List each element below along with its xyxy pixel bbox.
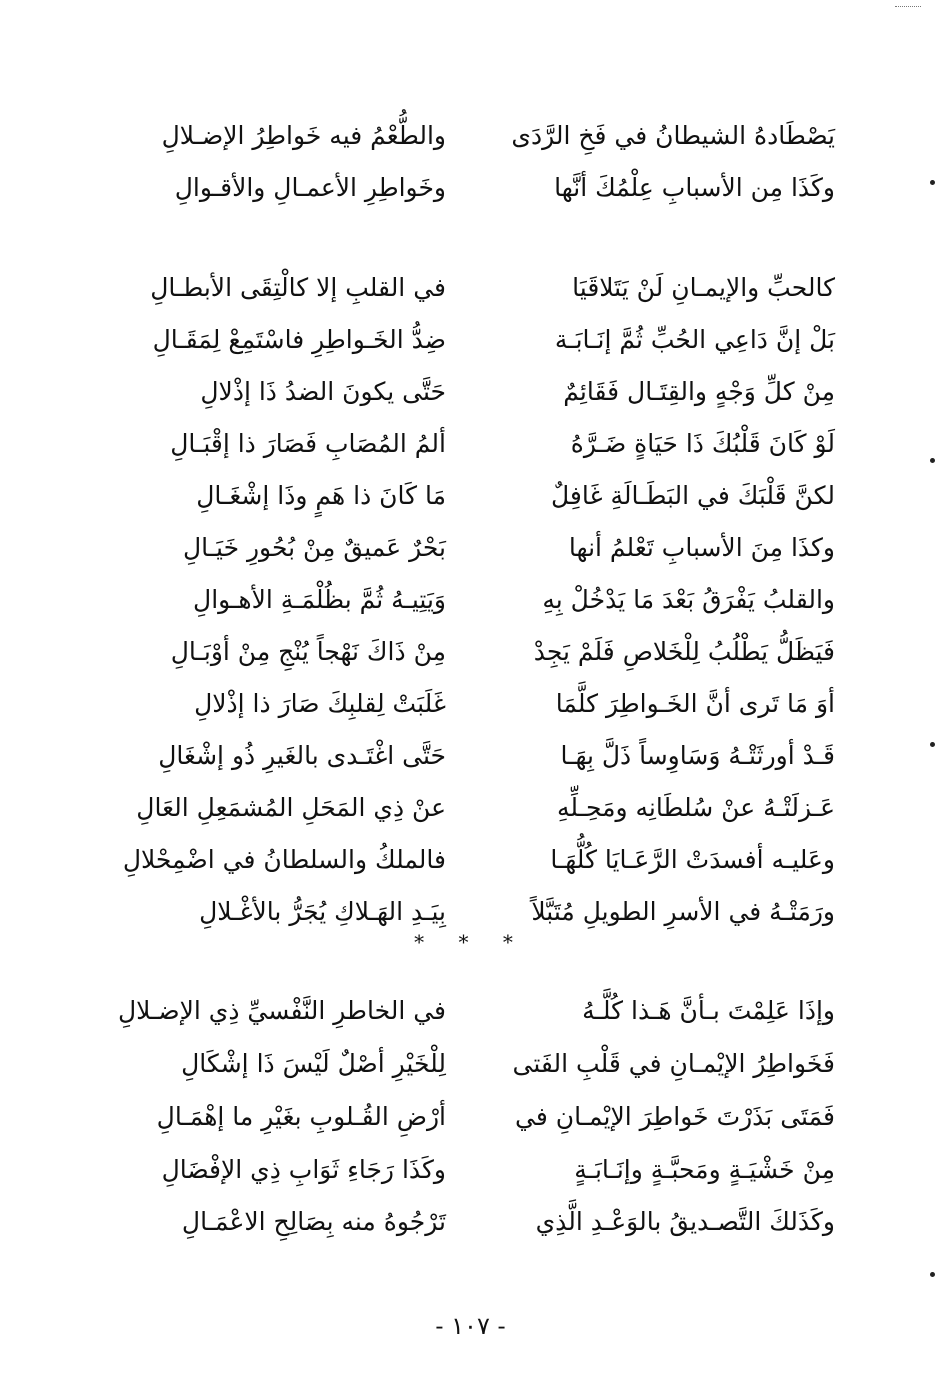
first-hemistich: كالحبِّ والإيمـانِ لَنْ يَتَلاقَيَا [572,273,835,302]
verse-line [0,834,941,886]
verse-line [0,366,941,418]
verse-line [0,162,941,214]
margin-dot [930,1272,935,1277]
second-hemistich: فالملكُ والسلطانُ في اضْمِحْلالِ [122,845,446,874]
verse-line [0,418,941,470]
second-hemistich: حَتَّى اغْتَـدى بالغَيرِ ذُو إشْغَالِ [158,741,446,770]
verse-line [0,1196,941,1248]
second-hemistich: عنْ ذِي المَحَلِ المُشمَعِلِ العَالِ [136,793,446,822]
first-hemistich: مِنْ كلِّ وَجْهٍ والقِتَـال فَقَائِمٌ [563,377,835,406]
first-hemistich: وكذَا مِنَ الأسبابِ تَعْلمُ أنها [568,533,835,562]
second-hemistich: مَا كَانَ ذا هَمٍ وذَا إشْغَـالِ [196,481,446,510]
verse-line [0,626,941,678]
second-hemistich: لِلْخَيْرِ أصْلٌ لَيْسَ ذَا إشْكَالِ [181,1049,446,1078]
first-hemistich: أوَ مَا تَرى أنَّ الخَـواطِرَ كلَّمَا [555,689,835,718]
second-hemistich: مِنْ ذَاكَ نَهْجاً يُنْجِ مِنْ أوْبَـالِ [170,637,446,666]
second-hemistich: وَيَتِيـهُ ثُمَّ بظُلْمَـةِ الأهـوالِ [193,585,446,614]
verse-line [0,574,941,626]
verse-line [0,1038,941,1090]
second-hemistich: والطُّعْمُ فيه خَواطِرُ الإضـلالِ [161,121,446,150]
second-hemistich: حَتَّى يكونَ الضدُ ذَا إذْلالِ [200,377,446,406]
first-hemistich: ورَمَتْـهُ في الأسرِ الطويلِ مُتَبَّلاً [531,897,835,926]
second-hemistich: في القلبِ إلا كالْتِقَى الأبطـالِ [150,273,446,302]
second-hemistich: غَلَبَتْ لِقلبِكَ صَارَ ذا إذْلالِ [194,689,446,718]
first-hemistich: فَخَواطِرُ الإيْمـانِ في قَلْبِ الفَتى [512,1049,835,1078]
verse-line [0,730,941,782]
verse-line [0,1091,941,1143]
first-hemistich: فَمَتَى بَذَرْتَ خَواطِرَ الإيْمـانِ في [515,1102,835,1131]
second-hemistich: في الخاطرِ النَّفْسيِّ ذِي الإضـلالِ [117,996,446,1025]
first-hemistich: وكَذَا مِن الأسبابِ عِلْمُكَ أنَّها [554,173,835,202]
verse-line [0,470,941,522]
verse-line [0,110,941,162]
page-number: - ١٠٧ - [435,1312,506,1340]
second-hemistich: بِيَـدِ الهَـلاكِ يُجَرُّ بالأغْـلالِ [199,897,446,926]
second-hemistich: ألمُ المُصَابِ فَصَارَ ذا إقْبَـالِ [170,429,446,458]
first-hemistich: مِنْ خَشْيَـةٍ ومَحبَّـةٍ وإنَـابَـةٍ [574,1155,835,1184]
verse-line [0,262,941,314]
first-hemistich: فَيَظَلُّ يَطْلُبُ لِلْخَلاصِ فَلَمْ يَجِدْ [533,637,835,666]
verse-line [0,522,941,574]
first-hemistich: لَوْ كَانَ قَلْبُكَ ذَا حَيَاةٍ ضَـرَّهُ [570,429,835,458]
first-hemistich: قَـدْ أورثَتْـهُ وَسَاوِساً ذَلَّ بِهَـا [560,741,835,770]
second-hemistich: أرْضِ القُـلوبِ بغَيْرِ ما إهْمَـالِ [156,1102,446,1131]
verse-line [0,678,941,730]
second-hemistich: تَرْجُوهُ منه بِصَالِحِ الاعْمَـالِ [181,1207,446,1236]
stanza-separator: * * * [414,930,527,954]
first-hemistich: وإذَا عَلِمْتَ بـأنَّ هَـذا كُلَّـهُ [582,996,835,1025]
first-hemistich: يَصْطَادهُ الشيطانُ في فَخِ الرَّدَى [511,121,835,150]
second-hemistich: وكَذَا رَجَاءِ ثَوَابِ ذِي الإفْضَالِ [161,1155,446,1184]
verse-line [0,985,941,1037]
scan-mark [895,6,921,7]
first-hemistich: وعَليـه أفسدَتْ الرَّعَـايَا كُلُّهَـا [550,845,835,874]
verse-line [0,314,941,366]
second-hemistich: بَحْرٌ عَميقٌ مِنْ بُحُورِ خَيَـالِ [182,533,446,562]
second-hemistich: وخَواطِرِ الأعمـالِ والأقـوالِ [174,173,446,202]
first-hemistich: والقلبُ يَفْرَقُ بَعْدَ مَا يَدْخُلْ بِهِ [542,585,835,614]
second-hemistich: ضِدُّ الخَـواطِرِ فاسْتَمِعْ لِمَقَـالِ [152,325,446,354]
first-hemistich: وكَذَلكَ التَّصـديقُ بالوَعْـدِ الَّذِي [535,1207,835,1236]
first-hemistich: بَلْ إنَّ دَاعِي الحُبِّ ثُمَّ إنَـابَـة [554,325,835,354]
verse-line [0,782,941,834]
first-hemistich: لكنَّ قَلْبَكَ في البَطَـالَةِ غَافِلٌ [550,481,835,510]
verse-line [0,1144,941,1196]
first-hemistich: عَـزلَتْـهُ عنْ سُلطَانِه ومَحِـلِّهِ [556,793,835,822]
